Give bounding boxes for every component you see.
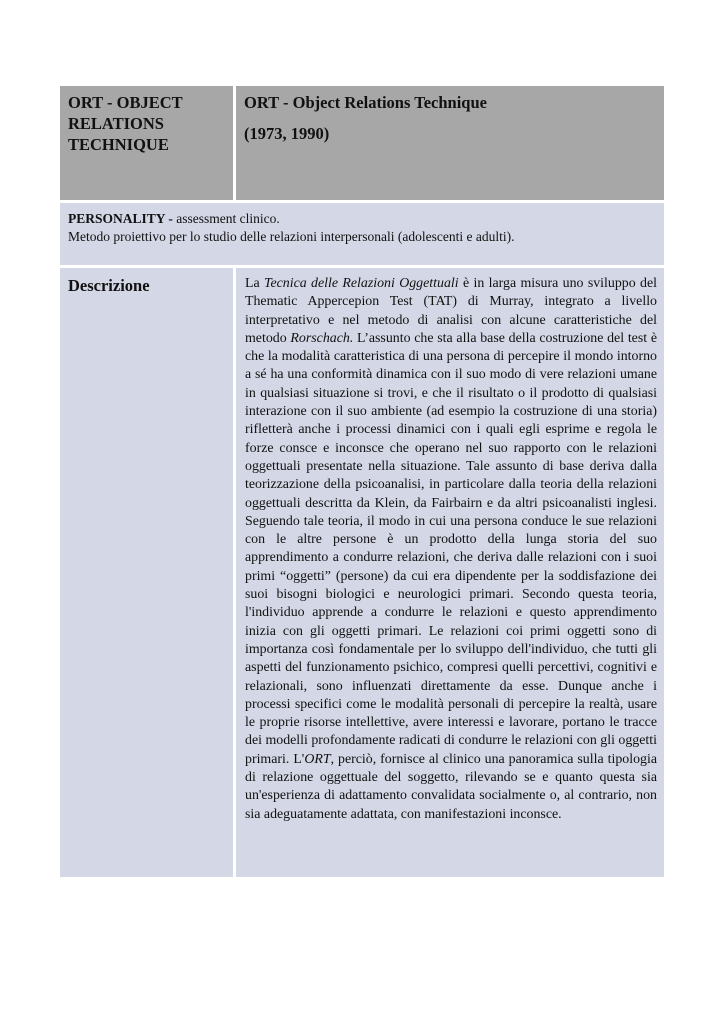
- category-value: assessment clinico.: [176, 211, 280, 226]
- test-acronym-title: ORT - OBJECT RELATIONS TECHNIQUE: [68, 93, 183, 154]
- category-cell: [60, 203, 664, 265]
- category-subtitle: Metodo proiettivo per lo studio delle relazioni interpersonali (adolescenti e adulti).: [68, 229, 515, 244]
- header-left-cell: [60, 86, 233, 200]
- description-body-cell: [236, 268, 664, 877]
- description-label-cell: [60, 268, 233, 877]
- italic-technique-name: Tecnica delle Relazioni Oggettuali: [264, 276, 459, 291]
- test-full-title: ORT - Object Relations Technique: [244, 93, 487, 112]
- text-segment: è in larga misura uno sviluppo del Thematic Appercepion Test (TAT) di Murray, integrato a livello interpretativo e nel metodo di analisi con alcune caratteristiche del metodo: [245, 276, 657, 346]
- description-paragraph: [245, 275, 657, 824]
- italic-rorschach: Rorschach.: [290, 330, 354, 346]
- header-row: [60, 86, 664, 200]
- test-years: (1973, 1990): [244, 124, 330, 143]
- test-sheet-table: [60, 86, 664, 877]
- category-label: PERSONALITY -: [68, 211, 177, 226]
- text-segment: La: [245, 276, 264, 291]
- italic-ort: ORT: [304, 751, 331, 767]
- text-segment: , perciò, fornisce al clinico una panoramica sulla tipologia di relazione oggettuale del soggetto, rilevando se e quanto questa sia un'esperienza di adattamento convalidata socialmente o, al contrario, non sia adeguatamente adattata, con manifestazioni inconsce.: [245, 751, 657, 822]
- category-line: [68, 210, 656, 228]
- category-row: [60, 203, 664, 265]
- description-heading: Descrizione: [68, 276, 150, 295]
- header-right-cell: [236, 86, 664, 200]
- description-row: [60, 268, 664, 877]
- text-segment: L’assunto che sta alla base della costruzione del test è che la modalità caratteristica di una persona di percepire il mondo intorno a sé ha una conformità dinamica con il suo modo di vere relazioni umane in qualsiasi situazione si trovi, e che il risultato o il prodotto di qualsiasi interazione con il suo ambiente (ad esempio la costruzione di una storia) rifletterà anche i processi dinamici con i quali egli esprime e regola le forze consce e inconsce che operano nel suo rapporto con le relazioni oggettuali presentate nella situazione. Tale assunto di base deriva dalla teorizzazione della psicoanalisi, in particolare dalla teoria della relazioni oggettuali descritta da Klein, da Fairbairn e da altri psicoanalisti inglesi. Seguendo tale teoria, il modo in cui una persona conduce le sue relazioni con le altre persone è un prodotto della lunga storia del suo apprendimento a condurre relazioni, che deriva dalle relazioni con i suoi primi “oggetti” (persone) da cui era dipendente per la soddisfazione dei suoi bisogni biologici e neurologici primari. Secondo questa teoria, l'individuo apprende a condurre le relazioni e questo apprendimento inizia con gli oggetti primari. Le relazioni coi primi oggetti sono di importanza così fondamentale per lo sviluppo dell'individuo, che tutti gli aspetti del funzionamento psichico, compresi quelli percettivi, cognitivi e relazionali, sono influenzati direttamente da esse. Dunque anche i processi specifici come le modalità personali di percepire la realtà, usare le proprie risorse intellettive, avere interessi e lavorare, portano le tracce dei modelli profondamente radicati di condurre le relazioni con gli oggetti primari. L': [245, 330, 657, 767]
